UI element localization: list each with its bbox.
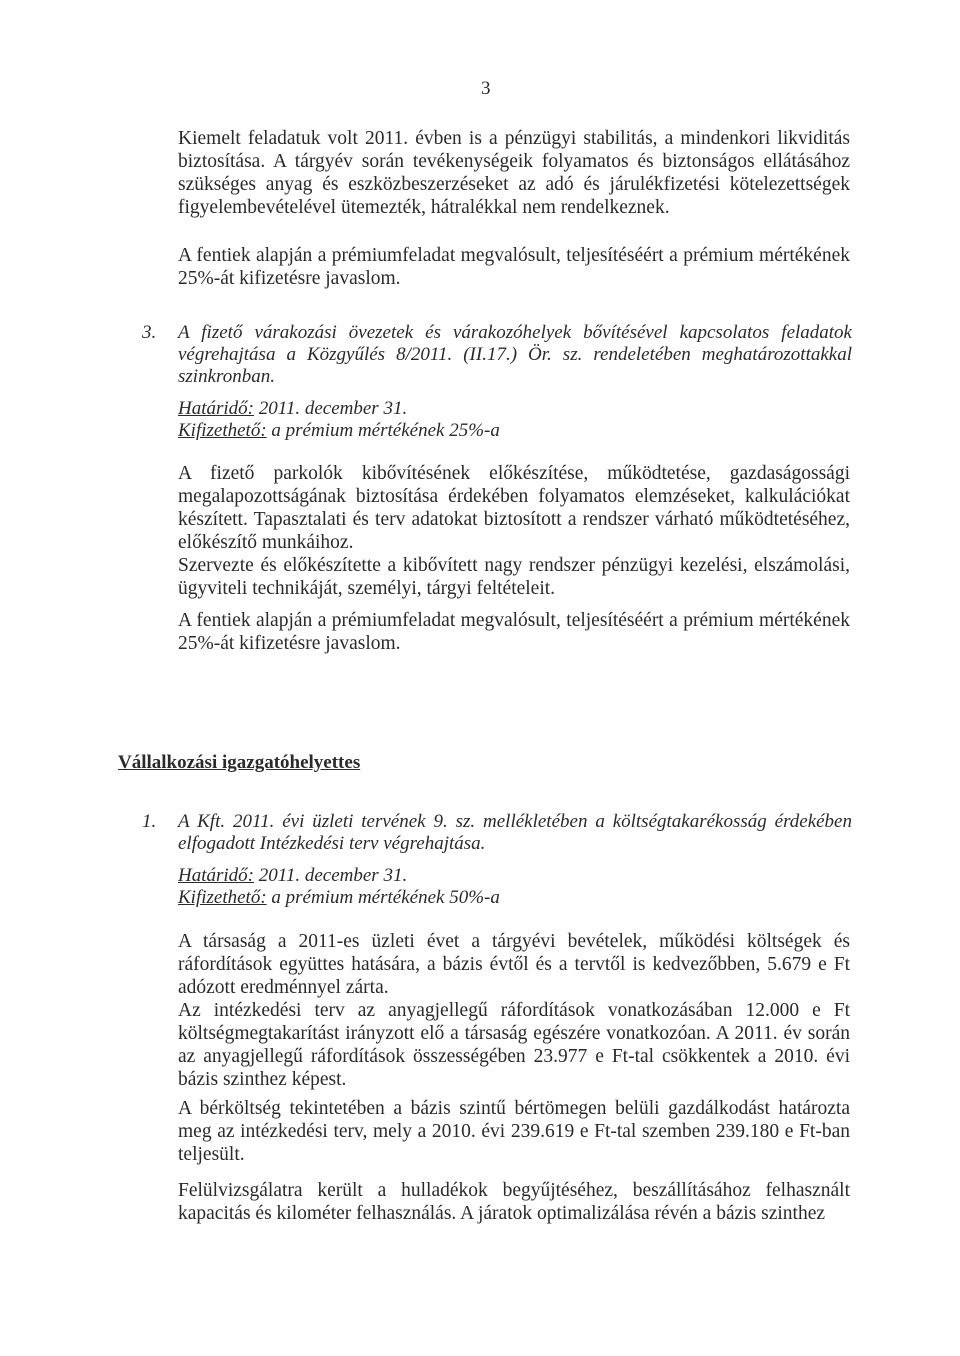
payable-label: Kifizethető:	[178, 420, 267, 441]
section-heading: Vállalkozási igazgatóhelyettes	[118, 752, 361, 773]
paragraph-text: A társaság a 2011-es üzleti évet a tárgyévi bevételek, működési költségek és ráfordítások együttes hatására, a bázis évtől és a tervtől is kedvezőbben, 5.679 e Ft adózott eredménnyel zárta.	[178, 931, 850, 998]
task-item-3	[142, 322, 852, 388]
payable-value: a prémium mértékének 50%-a	[266, 887, 500, 908]
paragraph-result	[178, 930, 850, 1091]
task-number: 1.	[142, 811, 157, 832]
page-number: 3	[481, 78, 491, 99]
deadline-value: 2011. december 31.	[254, 398, 408, 419]
task-text: A fizető várakozási övezetek és várakozóhelyek bővítésével kapcsolatos feladatok végrehajtása a Közgyűlés 8/2011. (II.17.) Ör. sz. rendeletében meghatározottakkal szinkronban.	[178, 322, 852, 387]
deadline-label: Határidő:	[178, 865, 254, 886]
paragraph-text: A bérköltség tekintetében a bázis szintű bértömegen belüli gazdálkodást határozta meg az intézkedési terv, mely a 2010. évi 239.619 e Ft-tal szemben 239.180 e Ft-ban teljesült.	[178, 1098, 850, 1165]
payable-value: a prémium mértékének 25%-a	[266, 420, 500, 441]
paragraph-text: Felülvizsgálatra került a hulladékok begyűjtéséhez, beszállításához felhasznált kapacitás és kilométer felhasználás. A járatok optimalizálása révén a bázis szinthez	[178, 1180, 850, 1224]
deadline-line	[178, 865, 500, 887]
paragraph-conclusion-1	[178, 244, 850, 290]
paragraph-text: Az intézkedési terv az anyagjellegű ráfordítások vonatkozásában 12.000 e Ft költségmegtakarítást irányzott elő a társaság egészére vonatkozóan. A 2011. év során az anyagjellegű ráfordítások összességében 23.977 e Ft-tal csökkentek a 2010. évi bázis szinthez képest.	[178, 1000, 850, 1090]
task-meta-1	[178, 865, 500, 909]
task-number: 3.	[142, 322, 157, 343]
task-text: A Kft. 2011. évi üzleti tervének 9. sz. mellékletében a költségtakarékosság érdekében elfogadott Intézkedési terv végrehajtása.	[178, 811, 852, 854]
task-meta-3	[178, 398, 500, 442]
paragraph-text: A fentiek alapján a prémiumfeladat megvalósult, teljesítéséért a prémium mértékének 25%-át kifizetésre javaslom.	[178, 245, 850, 289]
paragraph-liquidity	[178, 127, 850, 219]
paragraph-text: A fentiek alapján a prémiumfeladat megvalósult, teljesítéséért a prémium mértékének 25%-át kifizetésre javaslom.	[178, 610, 850, 654]
paragraph-waste	[178, 1179, 850, 1225]
deadline-value: 2011. december 31.	[254, 865, 408, 886]
paragraph-text: Szervezte és előkészítette a kibővített nagy rendszer pénzügyi kezelési, elszámolási, ügyviteli technikáját, személyi, tárgyi feltételeit.	[178, 555, 850, 599]
paragraph-text: Kiemelt feladatuk volt 2011. évben is a pénzügyi stabilitás, a mindenkori likviditás biztosítása. A tárgyév során tevékenységeik folyamatos és biztonságos ellátásához szükséges anyag és eszközbeszerzéseket az adó és járulékfizetési kötelezettségek figyelembevételével ütemezték, hátralékkal nem rendelkeznek.	[178, 128, 850, 218]
paragraph-conclusion-2	[178, 609, 850, 655]
deadline-line	[178, 398, 500, 420]
paragraph-text: A fizető parkolók kibővítésének előkészítése, működtetése, gazdaságossági megalapozottságának biztosítása érdekében folyamatos elemzéseket, kalkulációkat készített. Tapasztalati és terv adatokat biztosított a rendszer várható működtetéséhez, előkészítő munkáihoz.	[178, 463, 850, 553]
payable-line	[178, 887, 500, 909]
paragraph-parking	[178, 462, 850, 600]
payable-line	[178, 420, 500, 442]
task-item-1	[142, 811, 852, 855]
payable-label: Kifizethető:	[178, 887, 267, 908]
deadline-label: Határidő:	[178, 398, 254, 419]
paragraph-wages	[178, 1097, 850, 1166]
